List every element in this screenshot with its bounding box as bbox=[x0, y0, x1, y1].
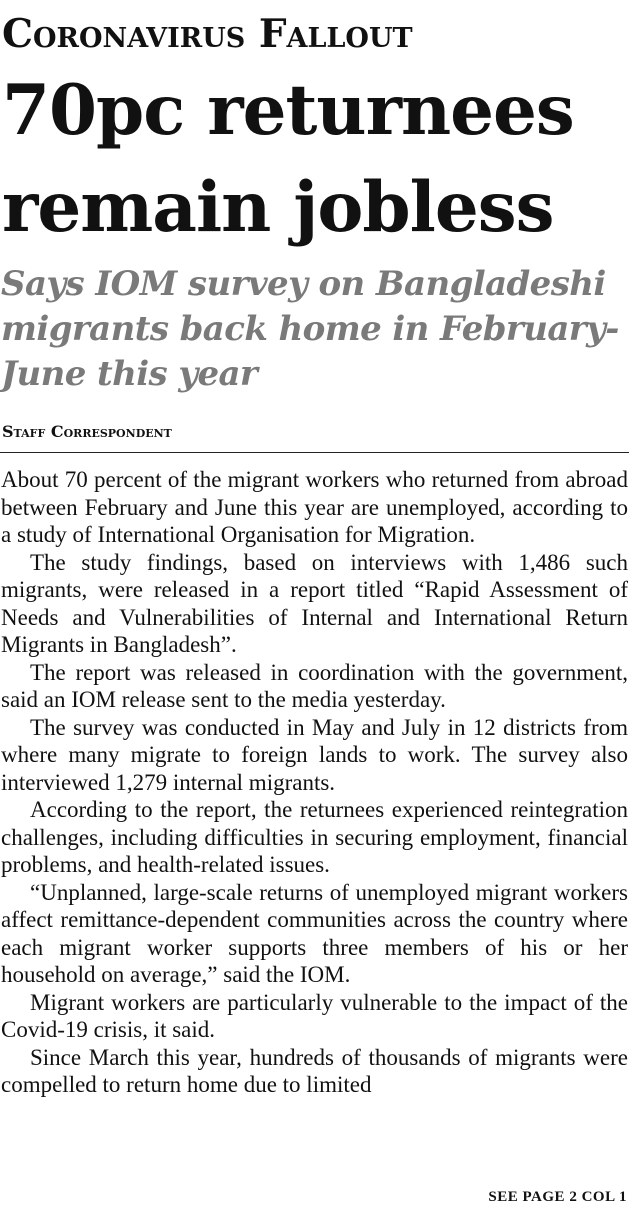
byline-divider bbox=[0, 452, 629, 453]
body-paragraph: According to the report, the returnees experienced reintegration challenges, including difficulties in securing employment, financial problems, and health-related issues. bbox=[1, 797, 628, 877]
article-headline: 70pc returnees remain jobless bbox=[2, 70, 574, 248]
article-kicker: Coronavirus Fallout bbox=[2, 11, 413, 57]
article-body bbox=[1, 466, 628, 1099]
body-paragraph: The survey was conducted in May and July in 12 districts from where many migrate to foreign lands to work. The survey also interviewed 1,279 internal migrants. bbox=[1, 714, 628, 795]
body-paragraph: Since March this year, hundreds of thousands of migrants were compelled to return home due to limited bbox=[1, 1044, 628, 1097]
body-paragraph: Migrant workers are particularly vulnerable to the impact of the Covid-19 crisis, it said. bbox=[1, 989, 628, 1042]
continuation-jump-line: SEE PAGE 2 COL 1 bbox=[488, 1189, 627, 1205]
body-paragraph: The study findings, based on interviews with 1,486 such migrants, were released in a report titled “Rapid Assessment of Needs and Vulnerabilities of Internal and International Return Migrants in Bangladesh”. bbox=[1, 549, 628, 657]
body-paragraph: “Unplanned, large-scale returns of unemployed migrant workers affect remittance-dependent communities across the country where each migrant worker supports three members of his or her household on average,” said the IOM. bbox=[1, 879, 628, 987]
article-byline: Staff Correspondent bbox=[2, 422, 172, 441]
body-paragraph: About 70 percent of the migrant workers who returned from abroad between February and June this year are unemployed, according to a study of International Organisation for Migration. bbox=[1, 467, 628, 547]
article-deck: Says IOM survey on Bangladeshi migrants back home in February-June this year bbox=[1, 264, 619, 394]
body-paragraph: The report was released in coordination with the government, said an IOM release sent to the media yesterday. bbox=[1, 659, 628, 712]
